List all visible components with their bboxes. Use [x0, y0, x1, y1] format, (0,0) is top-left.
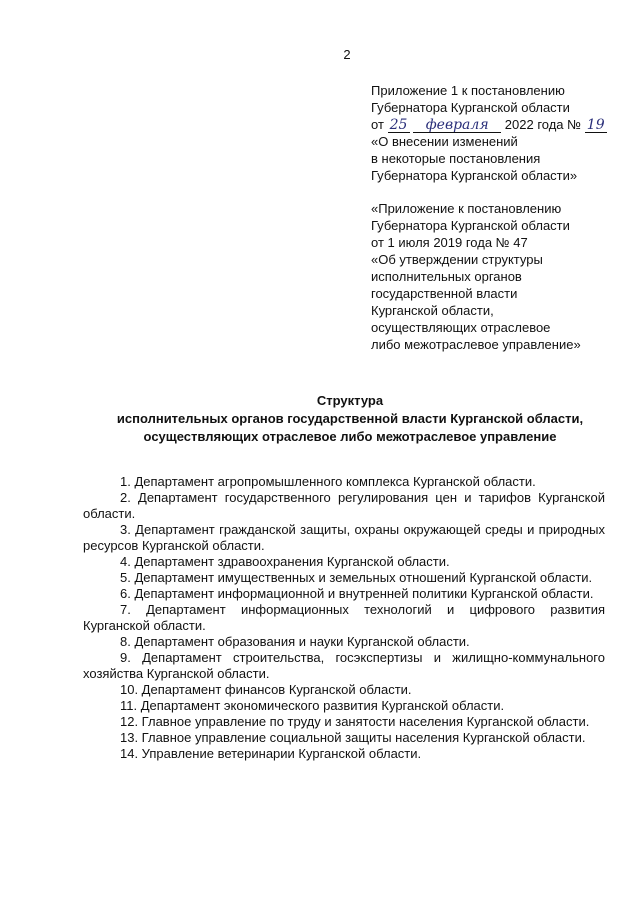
list-item: 6. Департамент информационной и внутренней политики Курганской области. — [120, 586, 594, 601]
appendix-2-line-4: «Об утверждении структуры — [371, 252, 543, 267]
list-item: 3. Департамент гражданской защиты, охраны окружающей среды и природных ресурсов Курганской области. — [83, 522, 605, 553]
list-item: 5. Департамент имущественных и земельных отношений Курганской области. — [120, 570, 593, 585]
list-item: 7. Департамент информационных технологий и цифрового развития Курганской области. — [83, 602, 605, 633]
list-item: 10. Департамент финансов Курганской области. — [120, 682, 412, 697]
title-line-2: исполнительных органов государственной власти Курганской области, — [116, 411, 584, 426]
appendix-2-line-2: Губернатора Курганской области — [371, 218, 570, 233]
list-item: 14. Управление ветеринарии Курганской области. — [120, 746, 422, 761]
list-item: 8. Департамент образования и науки Курганской области. — [120, 634, 470, 649]
date-year-number-label: 2022 года № — [504, 117, 582, 132]
title-line-3: осуществляющих отраслевое либо межотраслевое управление — [143, 429, 557, 444]
list-item: 13. Главное управление социальной защиты населения Курганской области. — [120, 730, 586, 745]
page-number: 2 — [343, 47, 351, 62]
appendix-1-line-5: в некоторые постановления — [371, 151, 541, 166]
appendix-1-line-6: Губернатора Курганской области» — [371, 168, 578, 183]
list-item: 12. Главное управление по труду и занятости населения Курганской области. — [120, 714, 590, 729]
appendix-2-line-9: либо межотраслевое управление» — [371, 337, 581, 352]
appendix-1-line-2: Губернатора Курганской области — [371, 100, 570, 115]
list-item: 9. Департамент строительства, госэкспертизы и жилищно-коммунального хозяйства Курганской области. — [83, 650, 605, 681]
appendix-2-line-6: государственной власти — [371, 286, 518, 301]
handwritten-day: 25 — [388, 118, 410, 133]
appendix-1-line-4: «О внесении изменений — [371, 134, 518, 149]
list-item: 2. Департамент государственного регулирования цен и тарифов Курганской области. — [83, 490, 605, 521]
list-item: 11. Департамент экономического развития Курганской области. — [120, 698, 505, 713]
list-item: 4. Департамент здравоохранения Курганской области. — [120, 554, 450, 569]
appendix-2-header — [371, 200, 581, 353]
date-prefix: от — [371, 117, 384, 132]
handwritten-document-number: 19 — [585, 118, 607, 133]
appendix-1-date-line — [371, 116, 607, 133]
structure-list — [83, 474, 605, 762]
appendix-1-line-1: Приложение 1 к постановлению — [371, 83, 565, 98]
appendix-1-header — [371, 82, 607, 184]
appendix-2-line-1: «Приложение к постановлению — [371, 201, 562, 216]
handwritten-month: февраля — [413, 118, 501, 133]
appendix-2-line-5: исполнительных органов — [371, 269, 522, 284]
appendix-2-line-7: Курганской области, — [371, 303, 494, 318]
appendix-2-line-8: осуществляющих отраслевое — [371, 320, 551, 335]
document-title — [60, 392, 640, 446]
title-line-1: Структура — [316, 393, 384, 408]
list-item: 1. Департамент агропромышленного комплекса Курганской области. — [120, 474, 536, 489]
appendix-2-line-3: от 1 июля 2019 года № 47 — [371, 235, 528, 250]
